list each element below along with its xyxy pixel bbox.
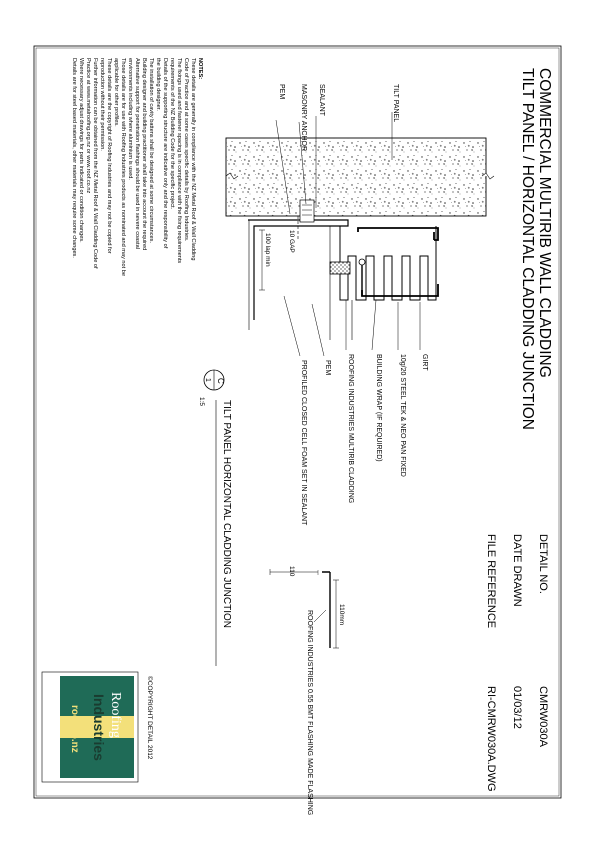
- notes-line: Where necessary adjust drawings for parts indicated or condition changes.: [78, 58, 84, 243]
- section-marker-sheet: 1: [204, 378, 211, 382]
- leader-building-wrap: [372, 300, 376, 350]
- label-multirib-cladding: ROOFING INDUSTRIES MULTIRIB CLADDING: [347, 354, 354, 504]
- girt-section-lower: [362, 284, 438, 296]
- label-masonry-anchor: MASONRY ANCHOR: [300, 84, 307, 152]
- leader-flashing: [314, 610, 326, 622]
- label-profiled-foam: PROFILED CLOSED CELL FOAM SET IN SEALANT: [300, 360, 307, 526]
- date-drawn-value: 01/03/12: [511, 686, 523, 729]
- notes-heading: NOTES:: [197, 58, 203, 80]
- detail-no-value: CMRW030A: [537, 686, 549, 747]
- date-drawn-label: DATE DRAWN: [511, 534, 523, 607]
- section-caption: TILT PANEL HORIZONTAL CLADDING JUNCTION: [221, 400, 232, 628]
- notes-line: Details of the supporting structure are indicative only and the responsibility of: [162, 58, 168, 249]
- logo-word-industries: Industries: [91, 694, 107, 761]
- closed-cell-foam: [330, 262, 350, 274]
- title-line-1: COMMERCIAL MULTIRIB WALL CLADDING: [536, 68, 553, 378]
- roofing-industries-logo: [42, 672, 138, 782]
- girt-section: [358, 228, 438, 240]
- label-flashing: ROOFING INDUSTRIES 0.55 BMT FLASHING MADE FLASHING: [306, 610, 313, 816]
- notes-line: These details are generally in compliance with the NZ Metal Roof & Wall Cladding: [190, 58, 196, 261]
- label-sealant: SEALANT: [318, 84, 325, 116]
- notes-line: Building designer and building practitioner shall take into account the required: [141, 58, 147, 251]
- gap-dimension-label: 10 GAP: [288, 230, 295, 253]
- junction-detail: [226, 84, 494, 526]
- notes-line: applicable for other profiles.: [113, 58, 119, 127]
- notes-line: Further information can be obtained from the NZ Metal Roof & Wall Cladding Code of: [92, 58, 98, 269]
- notes-line: reproduction without their permission.: [99, 58, 105, 151]
- flashing-profile-detail: [270, 566, 345, 815]
- label-pem: PEM: [278, 84, 285, 100]
- tilt-panel-concrete: [226, 138, 486, 216]
- section-marker: [198, 370, 225, 406]
- notes-block: [71, 58, 203, 276]
- notes-line: environments including where aluminium is used.: [127, 58, 133, 180]
- file-reference-label: FILE REFERENCE: [485, 534, 497, 629]
- notes-line: Code of Practice and at some cases specific details by Roofing Industries.: [183, 58, 189, 242]
- section-marker-letter: C: [216, 378, 225, 384]
- notes-line: Alternative support for penetration flashings should be used in severe coastal: [134, 58, 140, 249]
- label-girt: GIRT: [421, 354, 428, 371]
- notes-line: Details are for steel based materials, other materials may require some changes.: [71, 58, 77, 258]
- leader-pem-2: [312, 304, 324, 356]
- flashing-dim-b: 110mm: [338, 604, 345, 626]
- file-reference-value: RI-CMRW030A.DWG: [485, 686, 497, 792]
- masonry-anchor: [300, 200, 314, 222]
- multirib-cladding-profile: [340, 226, 436, 300]
- notes-line: Practice at www.metalroofing.org.nz or www.roof.co.nz: [85, 58, 91, 194]
- notes-line: These details are the copyright of Roofing Industries and may not be copied for: [106, 58, 112, 254]
- label-steel-tek: 10g/20 STEEL TEK & NEO PAN FIXED: [399, 354, 406, 477]
- notes-line: the building designer.: [155, 58, 161, 111]
- logo-url: roof.co.nz: [69, 705, 80, 753]
- title-line-2: TILT PANEL / HORIZONTAL CLADDING JUNCTION: [519, 68, 536, 430]
- label-building-wrap: BUILDING WRAP (IF REQUIRED): [375, 354, 382, 462]
- copyright-text: ©COPYRIGHT DETAIL 2012: [146, 676, 153, 760]
- leader-foam: [284, 296, 300, 356]
- logo-word-roofing: Roofing: [108, 692, 123, 738]
- notes-line: requirements of the NZ Building Code for the specific project.: [169, 58, 175, 210]
- label-tilt-panel: TILT PANEL: [392, 84, 399, 123]
- label-pem-2: PEM: [324, 360, 331, 376]
- tek-screw-head: [359, 259, 365, 265]
- overlap-dimension-label: 100 lap min: [264, 233, 271, 267]
- section-scale: 1:5: [198, 397, 205, 407]
- notes-line: The installation of cavity battens shall be designed at some circumstances.: [148, 58, 154, 244]
- notes-line: The fixings used and fastener spacing is in compliance with the fixing requirements: [176, 58, 182, 264]
- notes-line: Those details are for use with Roofing Industries products as nominated and may not be: [120, 58, 126, 276]
- flashing-dim-a: 110: [288, 566, 295, 577]
- detail-no-label: DETAIL NO.: [537, 534, 549, 594]
